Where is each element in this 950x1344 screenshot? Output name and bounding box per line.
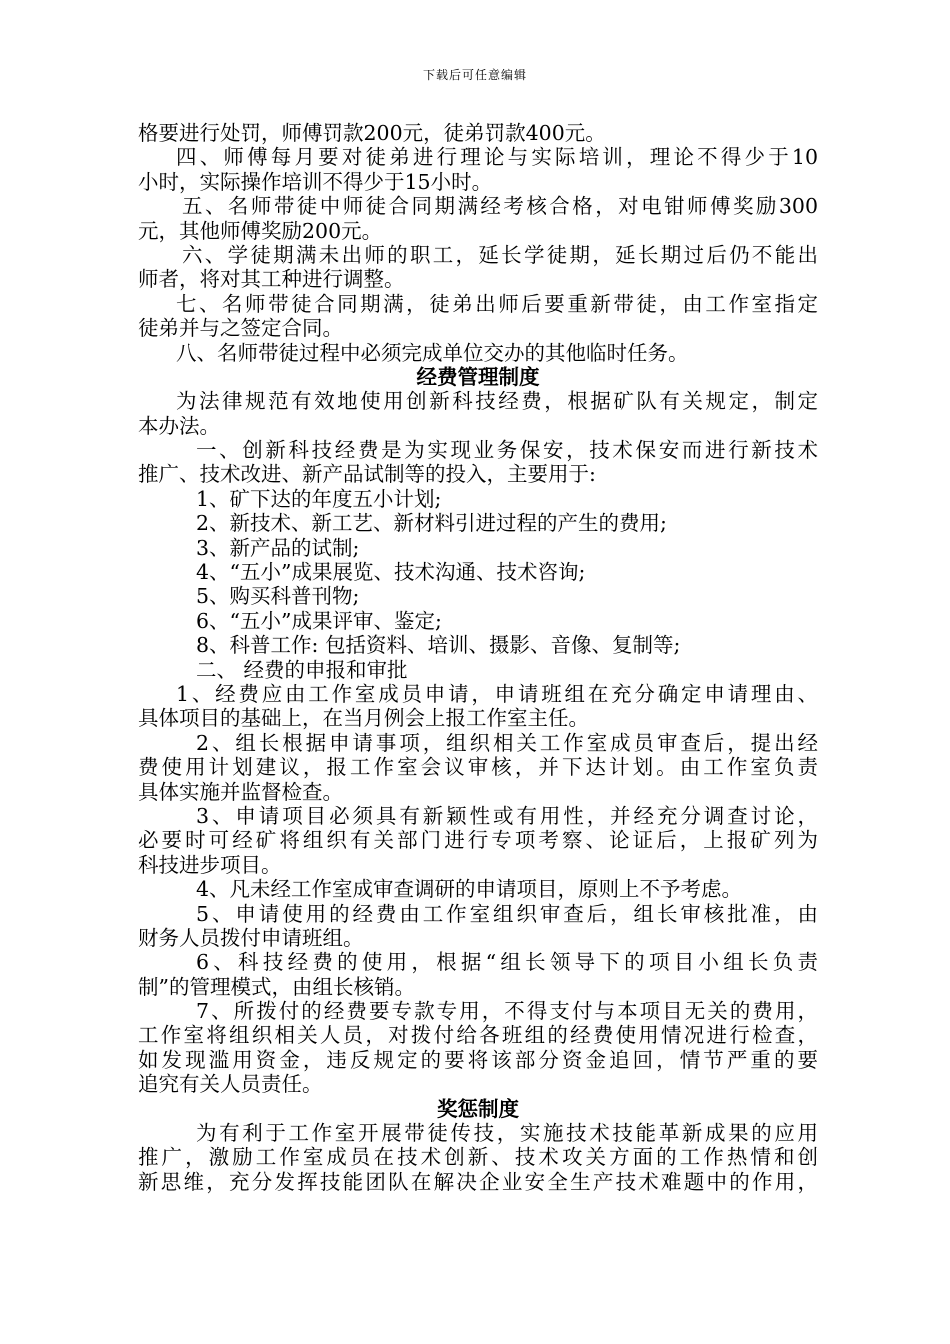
text-line: 8、科普工作: 包括资料、培训、摄影、音像、复制等; [196, 633, 681, 658]
text-line: 八、名师带徒过程中必须完成单位交办的其他临时任务。 [176, 340, 689, 365]
section-heading: 经费管理制度 [416, 364, 540, 389]
text-line: 师者，将对其工种进行调整。 [138, 267, 405, 292]
text-line: 5、购买科普刊物; [196, 584, 360, 609]
text-line: 新思维，充分发挥技能团队在解决企业安全生产技术难题中的作用， [138, 1169, 818, 1194]
text-line: 元，其他师傅奖励200元。 [138, 218, 383, 243]
text-line: 制”的管理模式，由组长核销。 [138, 974, 415, 999]
text-line: 具体实施并监督检查。 [138, 779, 343, 804]
text-line: 工作室将组织相关人员，对拨付给各班组的经费使用情况进行检查， [138, 1023, 818, 1048]
text-line: 本办法。 [138, 413, 220, 438]
section-heading: 奖惩制度 [437, 1096, 519, 1121]
text-line: 六、学徒期满未出师的职工，延长学徒期，延长期过后仍不能出 [182, 242, 818, 267]
text-line: 为有利于工作室开展带徒传技，实施技术技能革新成果的应用 [196, 1121, 818, 1146]
text-line: 为法律规范有效地使用创新科技经费，根据矿队有关规定，制定 [176, 389, 818, 414]
text-line: 如发现滥用资金，违反规定的要将该部分资金追回，情节严重的要 [138, 1047, 818, 1072]
text-line: 6、科技经费的使用，根据“组长领导下的项目小组长负责 [196, 950, 818, 975]
text-line: 格要进行处罚，师傅罚款200元，徒弟罚款400元。 [138, 121, 606, 145]
text-line: 6、“五小”成果评审、鉴定; [196, 608, 442, 633]
page-header: 下载后可任意编辑 [422, 68, 527, 82]
text-line: 徒弟并与之签定合同。 [138, 316, 343, 341]
text-line: 费使用计划建议，报工作室会议审核，并下达计划。由工作室负责 [138, 755, 818, 780]
text-line: 1、经费应由工作室成员申请，申请班组在充分确定申请理由、 [176, 681, 818, 706]
text-line: 推广，激励工作室成员在技术创新、技术攻关方面的工作热情和创 [138, 1145, 818, 1170]
text-line: 3、申请项目必须具有新颖性或有用性，并经充分调查讨论， [196, 803, 818, 828]
text-line: 科技进步项目。 [138, 852, 282, 877]
text-line: 追究有关人员责任。 [138, 1072, 323, 1097]
text-line: 3、新产品的试制; [196, 535, 360, 560]
text-line: 5、申请使用的经费由工作室组织审查后，组长审核批准，由 [196, 901, 818, 926]
text-line: 4、“五小”成果展览、技术沟通、技术咨询; [196, 560, 586, 585]
text-line: 四、师傅每月要对徒弟进行理论与实际培训，理论不得少于10 [176, 145, 818, 170]
text-line: 二、 经费的申报和审批 [196, 657, 408, 682]
text-line: 4、凡未经工作室成审查调研的申请项目，原则上不予考虑。 [196, 877, 743, 902]
text-line: 财务人员拨付申请班组。 [138, 925, 364, 950]
text-line: 小时，实际操作培训不得少于15小时。 [138, 169, 493, 194]
text-line: 五、名师带徒中师徒合同期满经考核合格，对电钳师傅奖励300 [182, 194, 818, 219]
text-line: 一、创新科技经费是为实现业务保安，技术保安而进行新技术 [196, 438, 818, 463]
text-line: 推广、技术改进、新产品试制等的投入，主要用于: [138, 462, 596, 487]
text-line: 7、所拨付的经费要专款专用，不得支付与本项目无关的费用， [196, 999, 818, 1024]
text-line: 1、矿下达的年度五小计划; [196, 486, 442, 511]
text-line: 七、名师带徒合同期满，徒弟出师后要重新带徒，由工作室指定 [176, 291, 818, 316]
text-line: 具体项目的基础上，在当月例会上报工作室主任。 [138, 706, 589, 731]
text-line: 2、组长根据申请事项，组织相关工作室成员审查后，提出经 [196, 730, 818, 755]
text-line: 必要时可经矿将组织有关部门进行专项考察、论证后，上报矿列为 [138, 828, 818, 853]
document-body [138, 121, 818, 1194]
text-line: 2、新技术、新工艺、新材料引进过程的产生的费用; [196, 511, 667, 536]
